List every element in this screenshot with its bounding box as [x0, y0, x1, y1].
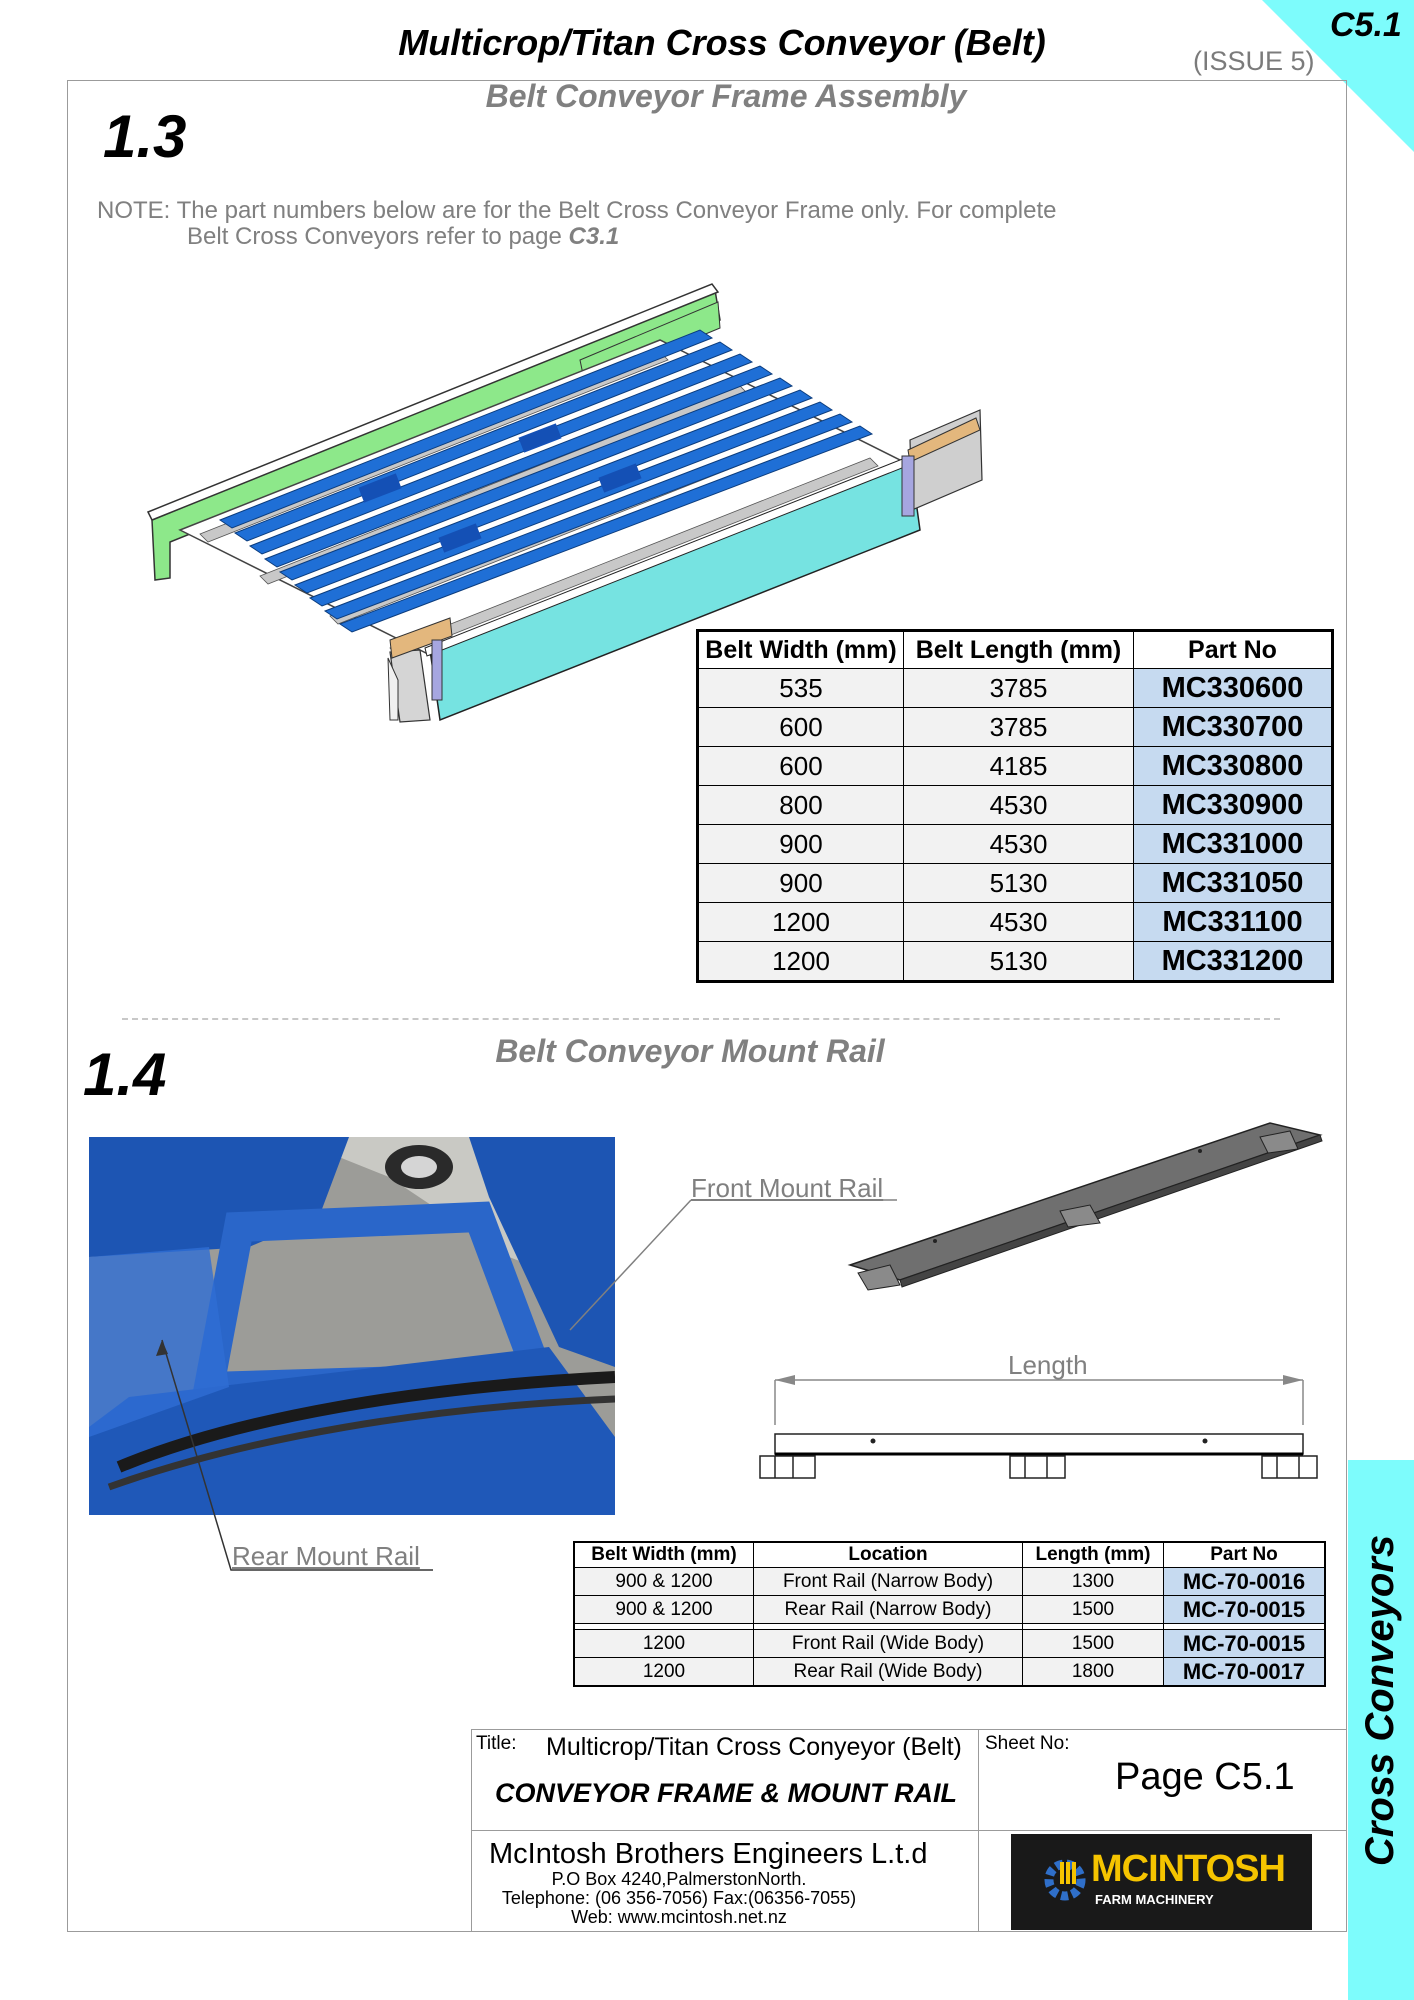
- cell-length: 4185: [904, 747, 1134, 786]
- table-row: [574, 1596, 1325, 1624]
- cell-width: 600: [698, 747, 904, 786]
- cell-width: 1200: [698, 942, 904, 982]
- cell-width: 535: [698, 669, 904, 708]
- table-row: [574, 1630, 1325, 1658]
- cell-width: 800: [698, 786, 904, 825]
- title-block-title: Multicrop/Titan Cross Conyeyor (Belt): [546, 1733, 962, 1761]
- cell-width: 1200: [574, 1658, 754, 1687]
- rear-mount-rail-label: Rear Mount Rail: [232, 1541, 420, 1571]
- note-line-1: NOTE: The part numbers below are for the Belt Cross Conveyor Frame only. For complete: [97, 197, 1057, 224]
- cell-length: 5130: [904, 864, 1134, 903]
- cell-part-no: MC331200: [1134, 942, 1333, 982]
- header-belt-length: Belt Length (mm): [904, 631, 1134, 669]
- cell-part-no: MC-70-0016: [1164, 1568, 1326, 1596]
- cell-length: 1300: [1023, 1568, 1164, 1596]
- section-1-3-number: 1.3: [103, 103, 187, 170]
- sheet-page-number: Page C5.1: [1115, 1756, 1295, 1798]
- sheet-tag: C5.1: [1330, 6, 1402, 44]
- cell-part-no: MC-70-0015: [1164, 1596, 1326, 1624]
- cell-width: 900: [698, 825, 904, 864]
- title-label: Title:: [476, 1733, 517, 1754]
- cell-part-no: MC330900: [1134, 786, 1333, 825]
- cell-length: 1500: [1023, 1596, 1164, 1624]
- header-part-no: Part No: [1134, 631, 1333, 669]
- cell-part-no: MC330800: [1134, 747, 1333, 786]
- cell-width: 900 & 1200: [574, 1596, 754, 1624]
- cell-part-no: MC331000: [1134, 825, 1333, 864]
- cell-length: 4530: [904, 786, 1134, 825]
- header-part-no: Part No: [1164, 1542, 1326, 1568]
- sheet-no-label: Sheet No:: [985, 1733, 1070, 1754]
- cell-width: 1200: [698, 903, 904, 942]
- header-location: Location: [754, 1542, 1023, 1568]
- note-line-2-text: Belt Cross Conveyors refer to page: [187, 223, 569, 250]
- cell-part-no: MC-70-0015: [1164, 1630, 1326, 1658]
- cell-width: 900: [698, 864, 904, 903]
- header-belt-width: Belt Width (mm): [574, 1542, 754, 1568]
- cell-part-no: MC330700: [1134, 708, 1333, 747]
- address-line: Telephone: (06 356-7056) Fax:(06356-7055): [501, 1888, 857, 1908]
- company-address: [489, 1870, 869, 1927]
- logo-subtext: FARM MACHINERY: [1095, 1892, 1214, 1907]
- cell-part-no: MC331050: [1134, 864, 1333, 903]
- title-block-subtitle: CONVEYOR FRAME & MOUNT RAIL: [495, 1778, 957, 1808]
- mount-rail-table: [573, 1541, 1326, 1687]
- length-dimension-label: Length: [1008, 1350, 1088, 1380]
- document-title: Multicrop/Titan Cross Conveyor (Belt): [398, 22, 1046, 63]
- address-line: Web: www.mcintosh.net.nz: [571, 1907, 787, 1927]
- front-mount-rail-label: Front Mount Rail: [691, 1173, 884, 1203]
- cell-part-no: MC331100: [1134, 903, 1333, 942]
- cell-location: Front Rail (Wide Body): [754, 1630, 1023, 1658]
- cell-location: Rear Rail (Narrow Body): [754, 1596, 1023, 1624]
- cell-width: 600: [698, 708, 904, 747]
- table-header-row: [574, 1542, 1325, 1568]
- issue-label: (ISSUE 5): [1193, 46, 1315, 76]
- cell-location: Front Rail (Narrow Body): [754, 1568, 1023, 1596]
- mcintosh-logo: [1011, 1834, 1312, 1930]
- cell-part-no: MC330600: [1134, 669, 1333, 708]
- section-1-4-number: 1.4: [83, 1041, 167, 1108]
- cell-length: 1500: [1023, 1630, 1164, 1658]
- cell-length: 3785: [904, 708, 1134, 747]
- cell-width: 1200: [574, 1630, 754, 1658]
- table-row: [574, 1658, 1325, 1687]
- address-line: P.O Box 4240,PalmerstonNorth.: [551, 1869, 807, 1889]
- cell-part-no: MC-70-0017: [1164, 1658, 1326, 1687]
- mount-rail-iso-drawing: [840, 1115, 1330, 1295]
- logo-text: MCINTOSH: [1091, 1848, 1285, 1890]
- cell-width: 900 & 1200: [574, 1568, 754, 1596]
- cell-length: 4530: [904, 825, 1134, 864]
- section-1-4-heading: Belt Conveyor Mount Rail: [495, 1033, 885, 1069]
- cell-length: 1800: [1023, 1658, 1164, 1687]
- header-length: Length (mm): [1023, 1542, 1164, 1568]
- title-block-divider: [471, 1830, 1347, 1831]
- cell-location: Rear Rail (Wide Body): [754, 1658, 1023, 1687]
- note-page-ref: C3.1: [568, 223, 620, 250]
- section-1-3-heading: Belt Conveyor Frame Assembly: [485, 78, 967, 114]
- company-name: McIntosh Brothers Engineers L.t.d: [489, 1838, 928, 1870]
- cell-length: 3785: [904, 669, 1134, 708]
- cell-length: 5130: [904, 942, 1134, 982]
- cell-length: 4530: [904, 903, 1134, 942]
- side-tab-label: Cross Conveyors: [1358, 1534, 1403, 1866]
- header-belt-width: Belt Width (mm): [698, 631, 904, 669]
- gear-icon: [1039, 1854, 1091, 1906]
- table-row: [574, 1568, 1325, 1596]
